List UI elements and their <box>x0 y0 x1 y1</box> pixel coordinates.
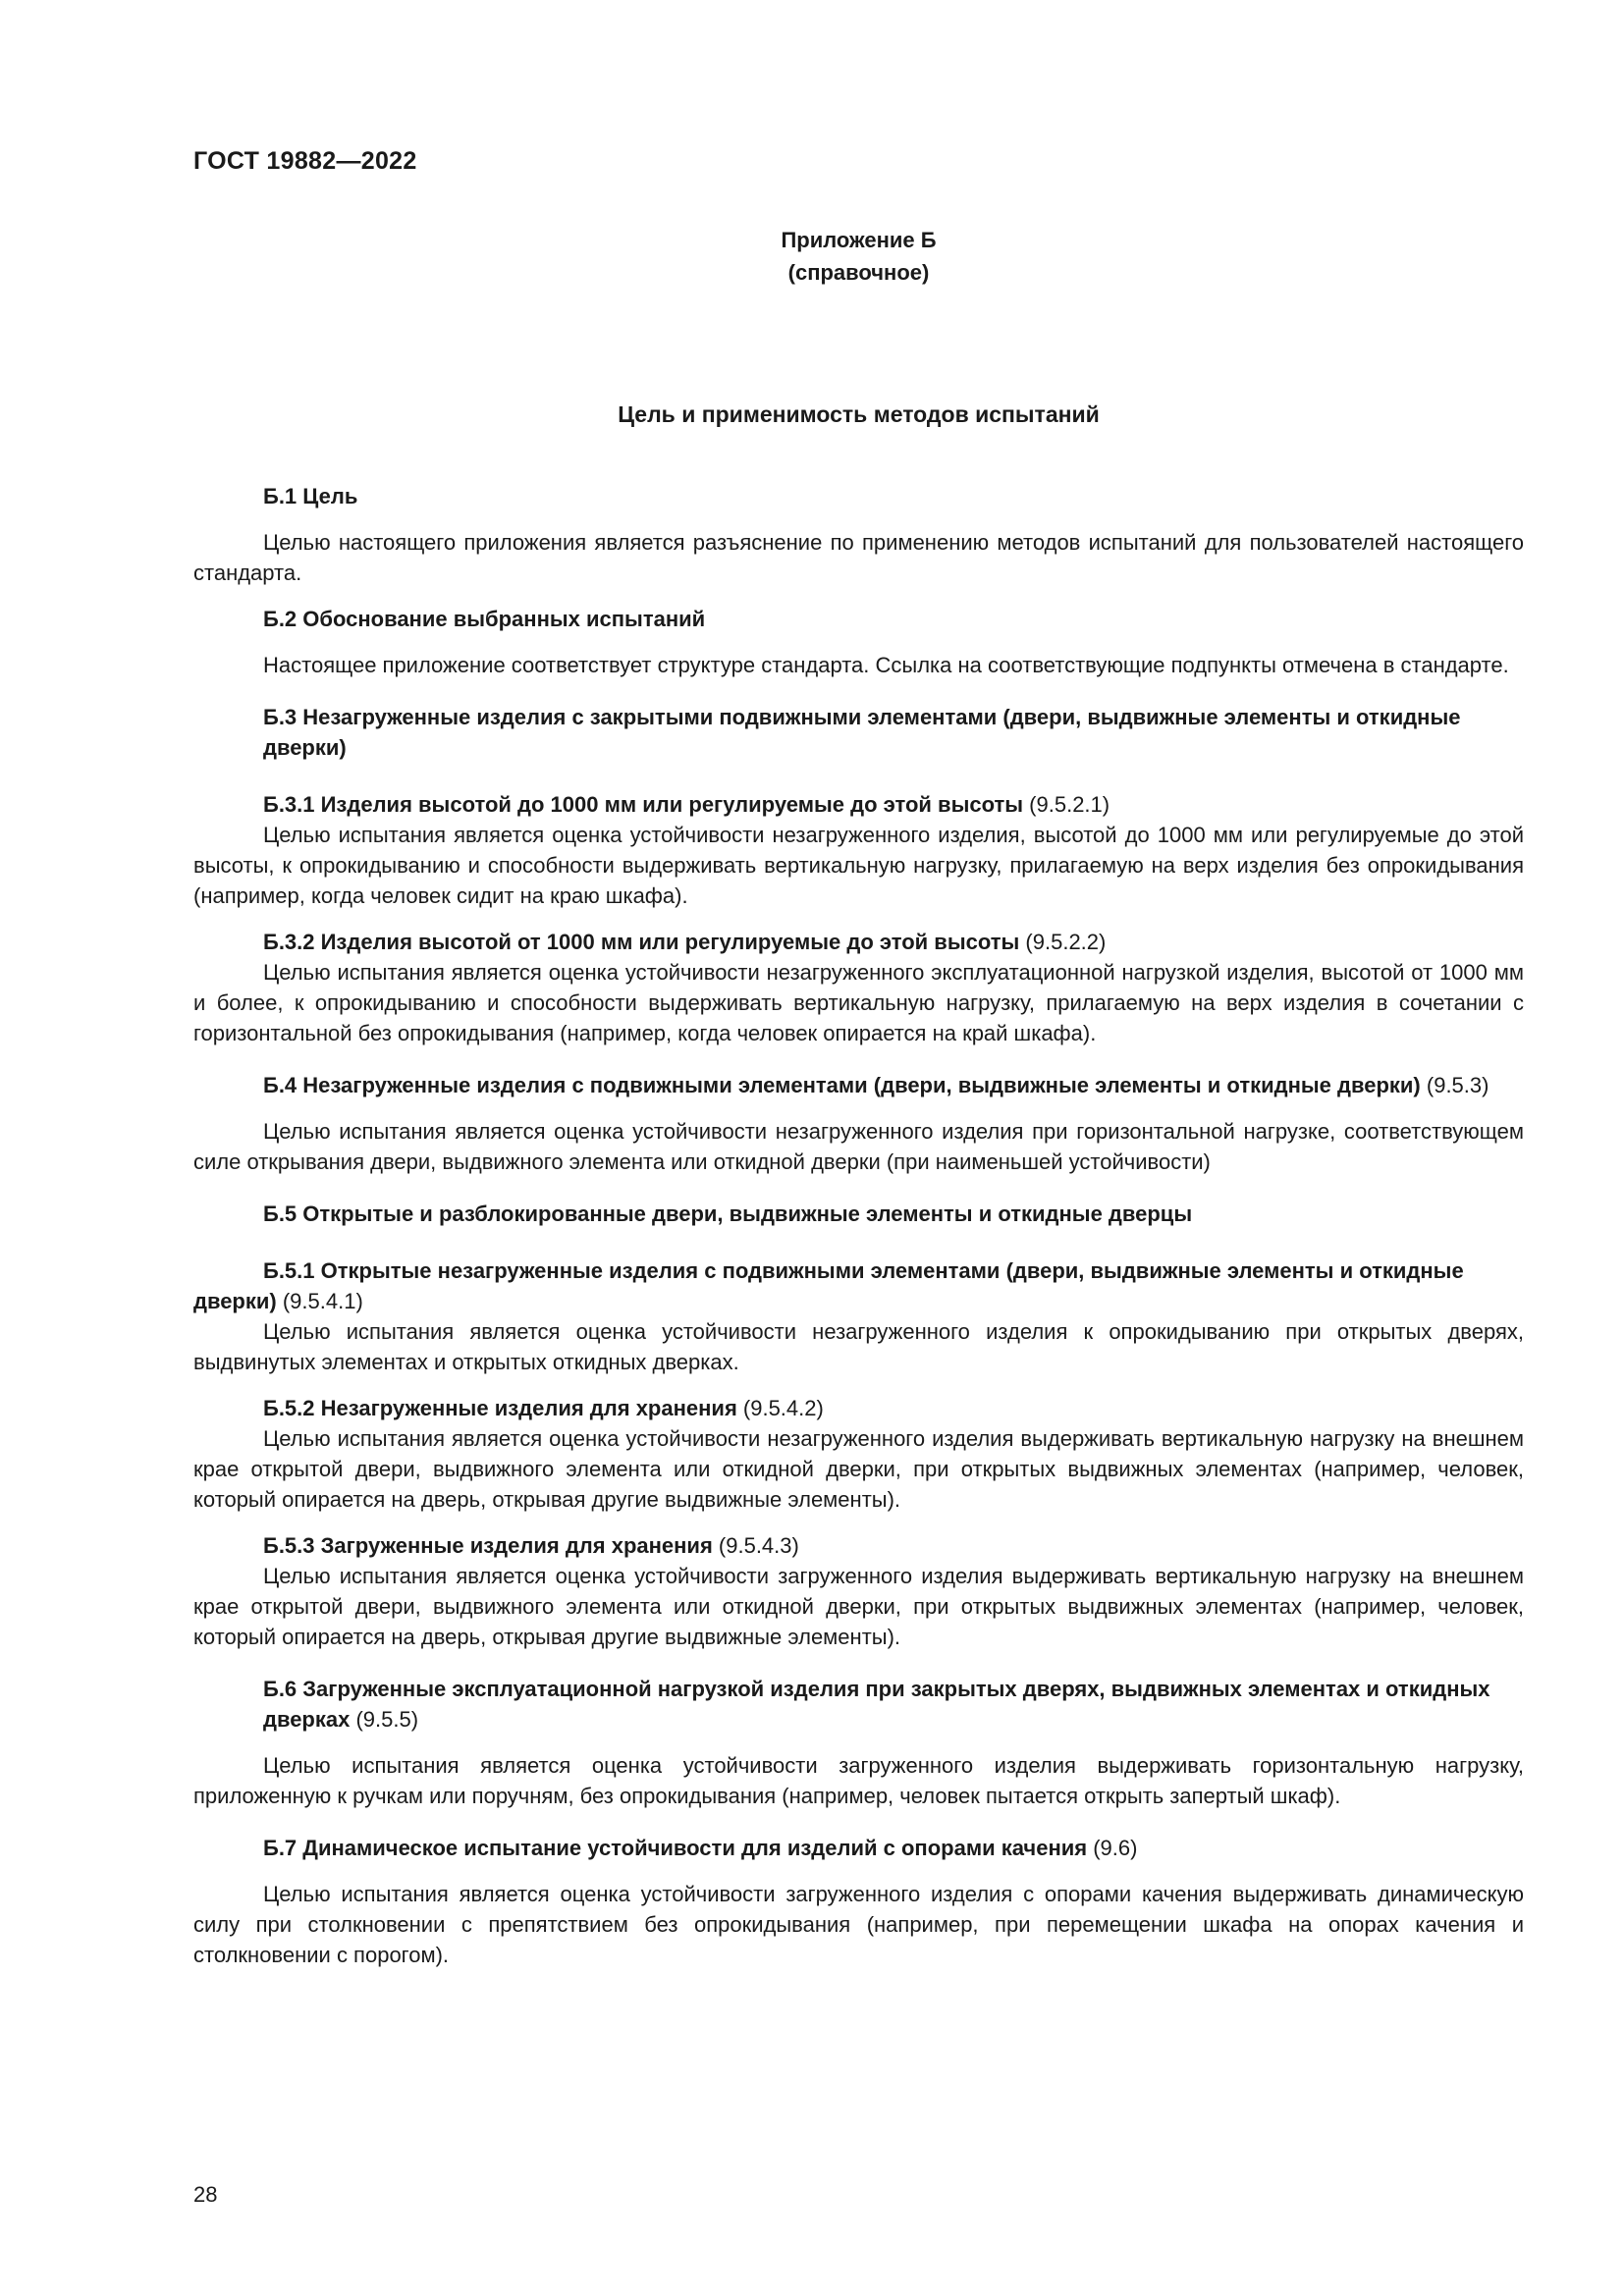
section-text-b5-2: Целью испытания является оценка устойчивости незагруженного изделия выдерживать вертикальную нагрузку на внешнем крае открытой двери, выдвижного элемента или откидной дверки, при открытых выдвижных элементах (например, человек, который опирается на дверь, открывая другие выдвижные элементы). <box>193 1426 1524 1512</box>
annex-type: (справочное) <box>787 260 930 285</box>
clause-ref: (9.5.3) <box>1420 1073 1489 1097</box>
heading-text: Б.5.1 Открытые незагруженные изделия с подвижными элементами (двери, выдвижные элементы и откидные дверки) <box>193 1258 1464 1313</box>
section-heading-b3: Б.3 Незагруженные изделия с закрытыми подвижными элементами (двери, выдвижные элементы и откидные дверки) <box>263 705 1461 760</box>
annex-title: Цель и применимость методов испытаний <box>618 401 1100 427</box>
section-text-b2: Настоящее приложение соответствует структуре стандарта. Ссылка на соответствующие подпункты отмечена в стандарте. <box>263 653 1509 677</box>
section-text-b6: Целью испытания является оценка устойчивости загруженного изделия выдерживать горизонтальную нагрузку, приложенную к ручкам или поручням, без опрокидывания (например, человек пытается открыть запертый шкаф). <box>193 1753 1524 1808</box>
annex-label: Приложение Б <box>781 228 937 252</box>
section-heading-b4 <box>193 1070 1524 1100</box>
section-heading-b5-2 <box>193 1393 1524 1423</box>
document-id: ГОСТ 19882—2022 <box>193 147 417 175</box>
heading-text: Б.3.2 Изделия высотой от 1000 мм или регулируемые до этой высоты <box>263 930 1020 954</box>
section-heading-b5-3 <box>193 1530 1524 1561</box>
section-heading-b7 <box>193 1833 1524 1863</box>
heading-text: Б.7 Динамическое испытание устойчивости для изделий с опорами качения <box>263 1836 1088 1860</box>
clause-ref: (9.5.4.2) <box>736 1396 824 1420</box>
heading-text: Б.5.2 Незагруженные изделия для хранения <box>263 1396 737 1420</box>
section-text-b5-3: Целью испытания является оценка устойчивости загруженного изделия выдерживать вертикальную нагрузку на внешнем крае открытой двери, выдвижного элемента или откидной дверки, при открытых выдвижных элементах (например, человек, который опирается на дверь, открывая другие выдвижные элементы). <box>193 1564 1524 1649</box>
section-heading-b5: Б.5 Открытые и разблокированные двери, выдвижные элементы и откидные дверцы <box>263 1201 1193 1226</box>
section-heading-b6 <box>193 1674 1524 1735</box>
section-heading-b2: Б.2 Обоснование выбранных испытаний <box>263 607 706 631</box>
clause-ref: (9.5.4.1) <box>276 1289 363 1313</box>
section-heading-b3-2 <box>193 927 1524 957</box>
section-text-b5-1: Целью испытания является оценка устойчивости незагруженного изделия к опрокидыванию при открытых дверях, выдвинутых элементах и открытых откидных дверках. <box>193 1319 1524 1374</box>
heading-text: Б.6 Загруженные эксплуатационной нагрузкой изделия при закрытых дверях, выдвижных элементах и откидных дверках <box>263 1677 1490 1732</box>
section-heading-b1: Б.1 Цель <box>263 484 358 508</box>
section-heading-b3-1 <box>193 789 1524 820</box>
section-heading-b5-1 <box>193 1255 1524 1316</box>
section-text-b3-2: Целью испытания является оценка устойчивости незагруженного эксплуатационной нагрузкой изделия, высотой от 1000 мм и более, к опрокидыванию и способности выдерживать вертикальную нагрузку, прилагаемую на верх изделия в сочетании с горизонтальной без опрокидывания (например, когда человек опирается на край шкафа). <box>193 960 1524 1045</box>
document-body <box>193 481 1524 1970</box>
heading-text: Б.5.3 Загруженные изделия для хранения <box>263 1533 713 1558</box>
section-text-b7: Целью испытания является оценка устойчивости загруженного изделия с опорами качения выдерживать динамическую силу при столкновении с препятствием без опрокидывания (например, при перемещении шкафа на опорах качения и столкновении с порогом). <box>193 1882 1524 1967</box>
clause-ref: (9.5.2.1) <box>1023 792 1110 817</box>
clause-ref: (9.5.5) <box>350 1707 419 1732</box>
section-text-b4: Целью испытания является оценка устойчивости незагруженного изделия при горизонтальной нагрузке, соответствующем силе открывания двери, выдвижного элемента или откидной дверки (при наименьшей устойчивости) <box>193 1119 1524 1174</box>
page-number: 28 <box>193 2182 218 2207</box>
heading-text: Б.3.1 Изделия высотой до 1000 мм или регулируемые до этой высоты <box>263 792 1024 817</box>
clause-ref: (9.5.2.2) <box>1019 930 1107 954</box>
section-text-b3-1: Целью испытания является оценка устойчивости незагруженного изделия, высотой до 1000 мм или регулируемые до этой высоты, к опрокидыванию и способности выдерживать вертикальную нагрузку, прилагаемую на верх изделия без опрокидывания (например, когда человек сидит на краю шкафа). <box>193 823 1524 908</box>
clause-ref: (9.6) <box>1087 1836 1138 1860</box>
annex-label-block <box>193 224 1524 289</box>
section-text-b1: Целью настоящего приложения является разъяснение по применению методов испытаний для пользователей настоящего стандарта. <box>193 530 1524 585</box>
heading-text: Б.4 Незагруженные изделия с подвижными элементами (двери, выдвижные элементы и откидные дверки) <box>263 1073 1421 1097</box>
clause-ref: (9.5.4.3) <box>712 1533 799 1558</box>
